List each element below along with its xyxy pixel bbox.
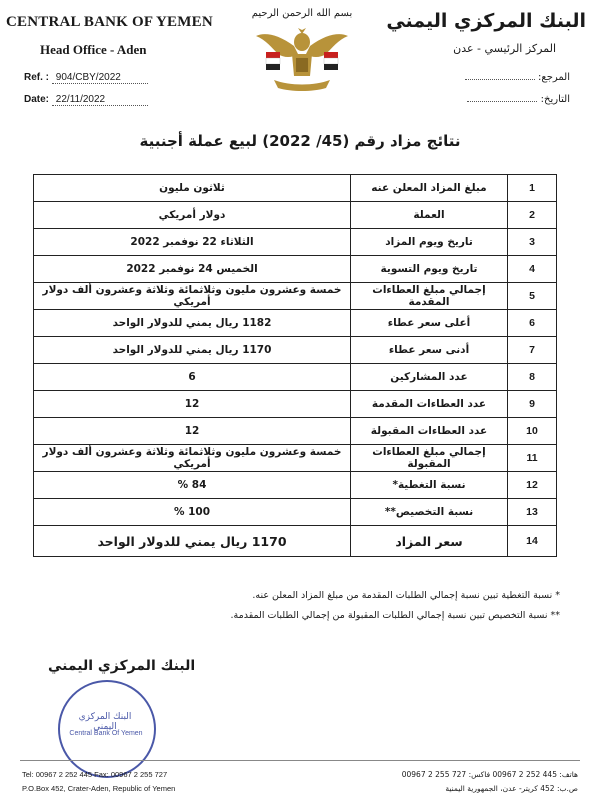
table-row (34, 202, 557, 229)
row-label: عدد العطاءات المقبولة (351, 418, 508, 445)
row-number: 8 (508, 364, 557, 391)
date-value: 22/11/2022 (52, 94, 148, 106)
row-value: 12 (34, 391, 351, 418)
row-label: العملة (351, 202, 508, 229)
table-row (34, 229, 557, 256)
footer-en-phone: Tel: 00967 2 252 445 Fax: 00967 2 255 727 (22, 770, 168, 779)
row-value: 100 % (34, 499, 351, 526)
en-bank-name: CENTRAL BANK OF YEMEN (6, 14, 213, 30)
row-label: إجمالي مبلغ العطاءات المقدمة (351, 283, 508, 310)
row-label: مبلغ المزاد المعلن عنه (351, 175, 508, 202)
table-row (34, 391, 557, 418)
footer-en-address: P.O.Box 452, Crater-Aden, Republic of Yemen (22, 784, 176, 793)
document-title: نتائج مزاد رقم (45/ 2022) لبيع عملة أجنبية (139, 132, 461, 150)
row-value: 6 (34, 364, 351, 391)
row-value: 1170 ريال يمني للدولار الواحد (34, 337, 351, 364)
footer-ar-address: ص.ب: 452 كريتر- عدن، الجمهورية اليمنية (445, 784, 578, 793)
row-number: 11 (508, 445, 557, 472)
table-row (34, 418, 557, 445)
ar-office: المركز الرئيسي - عدن (453, 42, 556, 55)
row-number: 2 (508, 202, 557, 229)
row-number: 4 (508, 256, 557, 283)
ref-value: 904/CBY/2022 (52, 72, 148, 84)
row-label: تاريخ ويوم التسوية (351, 256, 508, 283)
ref-label: Ref. : (24, 72, 49, 83)
table-row (34, 283, 557, 310)
row-value: ثلاثون مليون (34, 175, 351, 202)
row-label: نسبة التخصيص** (351, 499, 508, 526)
en-office: Head Office - Aden (40, 42, 147, 57)
table-row (34, 364, 557, 391)
table-row (34, 445, 557, 472)
table-row (34, 499, 557, 526)
footer-ar-phone: هاتف: 445 252 2 00967 فاكس: 727 255 2 00967 (401, 770, 578, 779)
row-number: 13 (508, 499, 557, 526)
row-label: نسبة التغطية* (351, 472, 508, 499)
basmala: بسم الله الرحمن الرحيم (251, 8, 353, 19)
ar-date-label: التاريخ: (540, 94, 570, 105)
row-value: 84 % (34, 472, 351, 499)
row-number: 10 (508, 418, 557, 445)
row-number: 6 (508, 310, 557, 337)
table-row (34, 175, 557, 202)
row-number: 1 (508, 175, 557, 202)
row-label: إجمالي مبلغ العطاءات المقبولة (351, 445, 508, 472)
row-value: 12 (34, 418, 351, 445)
row-number: 7 (508, 337, 557, 364)
row-number: 14 (508, 526, 557, 557)
table-row (34, 310, 557, 337)
row-label: عدد المشاركين (351, 364, 508, 391)
table-row (34, 472, 557, 499)
footnote-coverage: * نسبة التغطية تبين نسبة إجمالي الطلبات المقدمة من مبلغ المزاد المعلن عنه. (252, 590, 560, 601)
row-value: خمسة وعشرون مليون وثلاثمائة وثلاثة وعشرون ألف دولار أمريكي (34, 445, 351, 472)
footnote-allocation: ** نسبة التخصيص تبين نسبة إجمالي الطلبات المقبولة من إجمالي الطلبات المقدمة. (230, 610, 560, 621)
row-label: أعلى سعر عطاء (351, 310, 508, 337)
results-table (33, 174, 557, 557)
signature-text: البنك المركزي اليمني (48, 658, 196, 674)
row-value: 1170 ريال يمني للدولار الواحد (34, 526, 351, 557)
ar-ref-label: المرجع: (538, 72, 570, 83)
row-number: 12 (508, 472, 557, 499)
table-row (34, 337, 557, 364)
stamp-en-text: Central Bank Of Yemen (69, 730, 143, 737)
footnotes (40, 586, 560, 626)
yemen-eagle-emblem-icon (254, 24, 350, 94)
table-row (34, 526, 557, 557)
row-label: عدد العطاءات المقدمة (351, 391, 508, 418)
ar-date-line (467, 94, 570, 105)
date-label: Date: (24, 94, 50, 105)
row-value: 1182 ريال يمني للدولار الواحد (34, 310, 351, 337)
row-value: الخميس 24 نوفمبر 2022 (34, 256, 351, 283)
row-value: دولار أمريكي (34, 202, 351, 229)
date-line (24, 94, 148, 106)
row-number: 3 (508, 229, 557, 256)
row-label: تاريخ ويوم المزاد (351, 229, 508, 256)
ar-ref-line (465, 72, 570, 83)
ref-line (24, 72, 148, 84)
row-label: أدنى سعر عطاء (351, 337, 508, 364)
row-label: سعر المزاد (351, 526, 508, 557)
ar-bank-name: البنك المركزي اليمني (386, 10, 586, 32)
stamp-ar-text: البنك المركزي اليمني (78, 712, 132, 732)
row-value: خمسة وعشرون مليون وثلاثمائة وثلاثة وعشرون ألف دولار أمريكي (34, 283, 351, 310)
row-value: الثلاثاء 22 نوفمبر 2022 (34, 229, 351, 256)
table-row (34, 256, 557, 283)
row-number: 5 (508, 283, 557, 310)
footer-divider (20, 760, 580, 761)
row-number: 9 (508, 391, 557, 418)
